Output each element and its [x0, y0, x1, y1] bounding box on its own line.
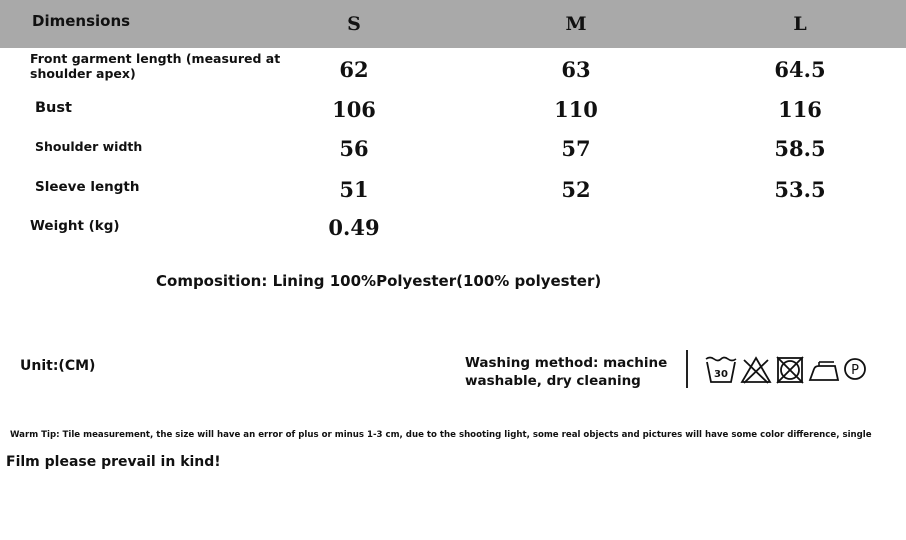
table-header [0, 0, 906, 48]
value-cell: 57 [561, 136, 591, 161]
row-label-front-length [30, 51, 280, 81]
divider [686, 350, 688, 388]
row-label-bust: Bust [35, 100, 72, 116]
unit-label: Unit:(CM) [20, 358, 96, 374]
dry-clean-p-icon [842, 355, 868, 389]
no-bleach-icon [740, 355, 772, 389]
dry-clean-letter: P [851, 363, 859, 378]
value-cell: 63 [561, 57, 591, 82]
warm-tip-line2: Film please prevail in kind! [6, 454, 221, 470]
row-label-sleeve-length: Sleeve length [35, 179, 140, 195]
no-tumble-dry-icon [775, 355, 805, 389]
value-cell: 53.5 [774, 177, 826, 202]
row-label-line1: Front garment length (measured at [30, 51, 281, 66]
value-cell: 51 [339, 177, 369, 202]
value-cell: 56 [339, 136, 369, 161]
size-header-m: M [565, 13, 587, 35]
composition-text: Composition: Lining 100%Polyester(100% polyester) [156, 272, 602, 290]
size-header-s: S [347, 13, 361, 35]
iron-low-icon [808, 355, 840, 389]
washing-method [465, 354, 675, 390]
value-cell: 52 [561, 177, 591, 202]
wash-30-icon [704, 355, 738, 389]
value-cell: 106 [332, 97, 376, 122]
value-cell: 110 [554, 97, 598, 122]
size-header-l: L [793, 13, 807, 35]
row-label-shoulder-width: Shoulder width [35, 139, 143, 154]
row-label-line2: shoulder apex) [30, 66, 136, 81]
value-cell: 64.5 [774, 57, 826, 82]
row-label-weight: Weight (kg) [30, 218, 120, 234]
wash-temp-text: 30 [714, 369, 728, 380]
value-cell: 0.49 [328, 215, 380, 240]
value-cell: 62 [339, 57, 369, 82]
warm-tip: Warm Tip: Tile measurement, the size will have an error of plus or minus 1-3 cm, due to the shooting light, some real objects and pictures will have some color difference, single [10, 430, 872, 440]
washing-method-line1: Washing method: machine [465, 355, 668, 371]
washing-method-line2: washable, dry cleaning [465, 373, 641, 389]
value-cell: 116 [778, 97, 822, 122]
dimensions-header: Dimensions [32, 12, 131, 30]
value-cell: 58.5 [774, 136, 826, 161]
